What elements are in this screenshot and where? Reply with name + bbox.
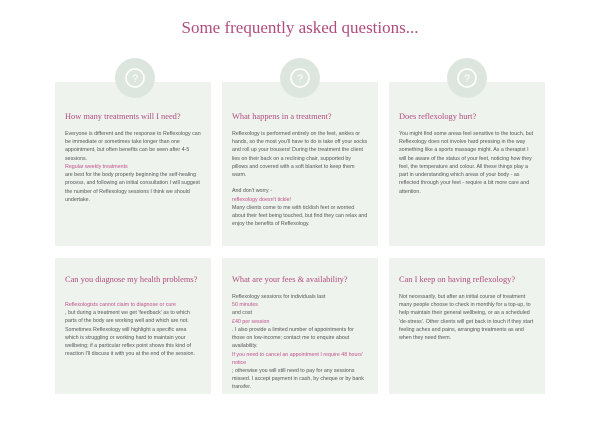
- faq-card-treatments: [55, 82, 211, 246]
- faq-card-hurt: [389, 82, 545, 246]
- faq-answer: [232, 130, 368, 228]
- faq-question: Can you diagnose my health problems?: [65, 275, 198, 284]
- faq-answer: [399, 130, 535, 196]
- faq-question: Can I keep on having reflexology?: [399, 275, 516, 284]
- question-icon: [124, 67, 146, 89]
- faq-question: How many treatments will I need?: [65, 112, 181, 121]
- faq-answer-text: Many clients come to me with ticklish feet or worried about their feet being touched, but find they can relax and enjoy the benefits of Reflexology.: [232, 204, 368, 228]
- faq-answer: [399, 293, 535, 342]
- faq-answer-link[interactable]: reflexology doesn't tickle!: [232, 196, 292, 203]
- faq-card-keep: [389, 258, 545, 394]
- faq-answer-text: , but during a treatment we get 'feedback' as to which parts of the body are working well and which are not. Sometimes Reflexology will highlight a specific area which is struggling or working hard to maintain your wellbeing; if a particular reflex point shows this kind of reaction I'll discuss it with you at the end of the session.: [65, 310, 195, 358]
- faq-answer-text: You might find some areas feel sensitive to the touch, but Reflexology does not involve hard pressing in the way something like a sports massage might. As a therapist I will be aware of the status of your feet, noticing how they feel, the temperature and colour. All these things play a part in understanding which areas of your body - as reflected through your feet - require a bit more care and attention.: [399, 131, 534, 195]
- faq-answer-text: Everyone is different and the response to Reflexology can be immediate or sometimes take longer than one appointment, but often benefits can be seen after 4-5 sessions.: [65, 131, 201, 162]
- page-title: Some frequently asked questions...: [181, 18, 419, 37]
- svg-text:?: ?: [131, 73, 139, 85]
- faq-question: Does reflexology hurt?: [399, 112, 477, 121]
- faq-answer-link[interactable]: £40 per session: [232, 318, 270, 325]
- faq-answer-text: And don't worry -: [232, 188, 272, 195]
- question-icon-circle: [115, 58, 155, 98]
- faq-answer-link[interactable]: 50 minutes: [232, 302, 258, 309]
- faq-card-diagnose: [55, 258, 211, 394]
- faq-answer: [65, 130, 201, 204]
- svg-text:?: ?: [463, 73, 471, 85]
- faq-answer-text: ; otherwise you will still need to pay for any sessions missed. I accept payment in cash, by cheque or by bank transfer.: [232, 367, 364, 391]
- faq-answer-link[interactable]: Regular weekly treatments: [65, 163, 128, 170]
- faq-card-fees: [222, 258, 378, 394]
- faq-answer-text: Reflexology is performed entirely on the feet, ankles or hands, so the most you'll have to do is take off your socks and roll up your trousers! During the treatment the client lies on their back on a reclining chair, supported by pillows and covered with a soft blanket to keep them warm.: [232, 131, 368, 179]
- question-icon-circle: [447, 58, 487, 98]
- faq-answer: [232, 293, 368, 391]
- faq-card-treatment: [222, 82, 378, 246]
- faq-answer-text: Reflexology sessions for individuals last: [232, 294, 326, 301]
- faq-question: What are your fees & availability?: [232, 275, 348, 284]
- svg-text:?: ?: [296, 73, 304, 85]
- faq-answer: [65, 293, 201, 358]
- faq-answer-link[interactable]: Reflexologists cannot claim to diagnose or cure: [65, 302, 176, 309]
- faq-answer-text: Not necessarily, but after an initial course of treatment many people choose to check in monthly for a top-up, to help maintain their general wellbeing, or as a scheduled 'de-stress'. Other clients will get back in touch if they start feeling aches and pains, arranging treatments as and when they need them.: [399, 294, 534, 342]
- faq-answer-text: and cost: [232, 310, 253, 317]
- faq-answer-link[interactable]: If you need to cancel an appointment I require 48 hours' notice: [232, 351, 363, 366]
- question-icon: [289, 67, 311, 89]
- faq-answer-text: are best for the body properly beginning the self-healing process, and following an initial consultation I will suggest the number of Reflexology sessions I think we should undertake.: [65, 172, 200, 203]
- faq-answer-text: . I also provide a limited number of appointments for those on low-income; contact me to enquire about availability.: [232, 326, 354, 350]
- question-icon-circle: [280, 58, 320, 98]
- question-icon: [456, 67, 478, 89]
- faq-question: What happens in a treatment?: [232, 112, 332, 121]
